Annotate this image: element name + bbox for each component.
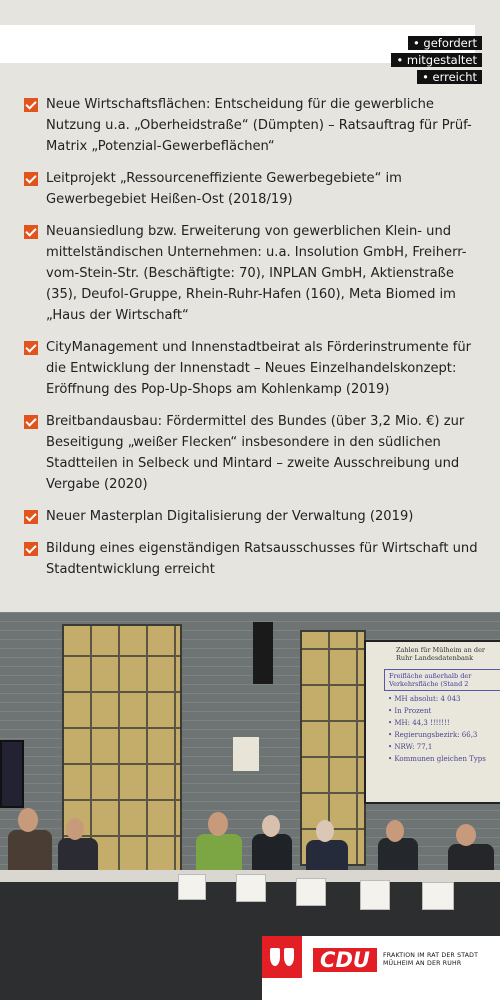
flag-mark	[270, 948, 280, 966]
checkbox-icon	[24, 341, 38, 355]
list-item	[24, 94, 479, 157]
person-head	[456, 824, 476, 846]
list-item-text: Neuansiedlung bzw. Erweiterung von gewerblichen Klein- und mittelständischen Unternehmen: u.a. Insolution GmbH, Freiherr-vom-Stein-Str. (Beschäftigte: 70), INPLAN GmbH, Aktienstraße (35), Deufol-Gruppe, Rhein-Ruhr-Hafen (160), Meta Biomed im „Haus der Wirtschaft“	[46, 224, 467, 323]
person-head	[208, 812, 228, 836]
person-head	[386, 820, 404, 842]
list-item	[24, 168, 479, 210]
wall-notice	[233, 737, 259, 771]
nameplate	[236, 874, 266, 902]
tagline-gefordert: • gefordert	[408, 36, 482, 50]
screen-line: • MH: 44,3 !!!!!!!	[388, 719, 450, 727]
list-item	[24, 506, 479, 527]
checkbox-icon	[24, 510, 38, 524]
flag-mark	[284, 948, 294, 966]
tagline-erreicht: • erreicht	[417, 70, 482, 84]
screen-line: • Kommunen gleichen Typs	[388, 755, 486, 763]
taglines	[391, 36, 482, 87]
organization-name	[383, 952, 495, 968]
screen-line: • Regierungsbezirk: 66,3	[388, 731, 478, 739]
person-head	[66, 818, 84, 840]
achievement-list	[24, 94, 479, 591]
city-flag-icon	[262, 936, 302, 978]
projection-screen	[364, 640, 500, 804]
org-line-1: FRAKTION IM RAT DER STADT	[383, 952, 479, 959]
list-item-text: Neuer Masterplan Digitalisierung der Verwaltung (2019)	[46, 509, 414, 524]
org-line-2: MÜLHEIM AN DER RUHR	[383, 960, 462, 967]
checkbox-icon	[24, 415, 38, 429]
person-head	[262, 815, 280, 837]
cdu-logo: CDU	[313, 948, 377, 972]
list-item-text: CityManagement und Innenstadtbeirat als Förderinstrumente für die Entwicklung der Innenstadt – Neues Einzelhandelskonzept: Eröffnung des Pop-Up-Shops am Kohlenkamp (2019)	[46, 340, 472, 397]
checkbox-icon	[24, 225, 38, 239]
person-head	[18, 808, 38, 832]
list-item-text: Bildung eines eigenständigen Ratsausschusses für Wirtschaft und Stadtentwicklung erreicht	[46, 541, 478, 577]
screen-line: • MH absolut: 4 043	[388, 695, 461, 703]
list-item	[24, 221, 479, 326]
nameplate	[296, 878, 326, 906]
list-item	[24, 337, 479, 400]
screen-title: Zahlen für Mülheim an der Ruhr Landesdatenbank	[396, 646, 486, 662]
checkbox-icon	[24, 172, 38, 186]
person-head	[316, 820, 334, 842]
screen-line: • NRW: 77,1	[388, 743, 433, 751]
list-item	[24, 538, 479, 580]
side-monitor	[0, 740, 24, 808]
list-item-text: Neue Wirtschaftsflächen: Entscheidung für die gewerbliche Nutzung u.a. „Oberheidstraße“ (Dümpten) – Ratsauftrag für Prüf-Matrix „Potenzial-Gewerbeflächen“	[46, 97, 472, 154]
list-item	[24, 411, 479, 495]
loudspeaker	[253, 622, 273, 684]
nameplate	[178, 874, 206, 900]
checkbox-icon	[24, 98, 38, 112]
nameplate	[422, 882, 454, 910]
list-item-text: Leitprojekt „Ressourceneffiziente Gewerbegebiete“ im Gewerbegebiet Heißen-Ost (2018/19)	[46, 171, 402, 207]
screen-box: Freifläche außerhalb der Verkehrsfläche (Stand 2	[384, 669, 500, 691]
list-item-text: Breitbandausbau: Fördermittel des Bundes (über 3,2 Mio. €) zur Beseitigung „weißer Flecken“ insbesondere in den südlichen Stadtteilen in Selbeck und Mintard – zweite Ausschreibung und Vergabe (2020)	[46, 414, 465, 492]
nameplate	[360, 880, 390, 910]
checkbox-icon	[24, 542, 38, 556]
tagline-mitgestaltet: • mitgestaltet	[391, 53, 482, 67]
screen-line: • In Prozent	[388, 707, 432, 715]
